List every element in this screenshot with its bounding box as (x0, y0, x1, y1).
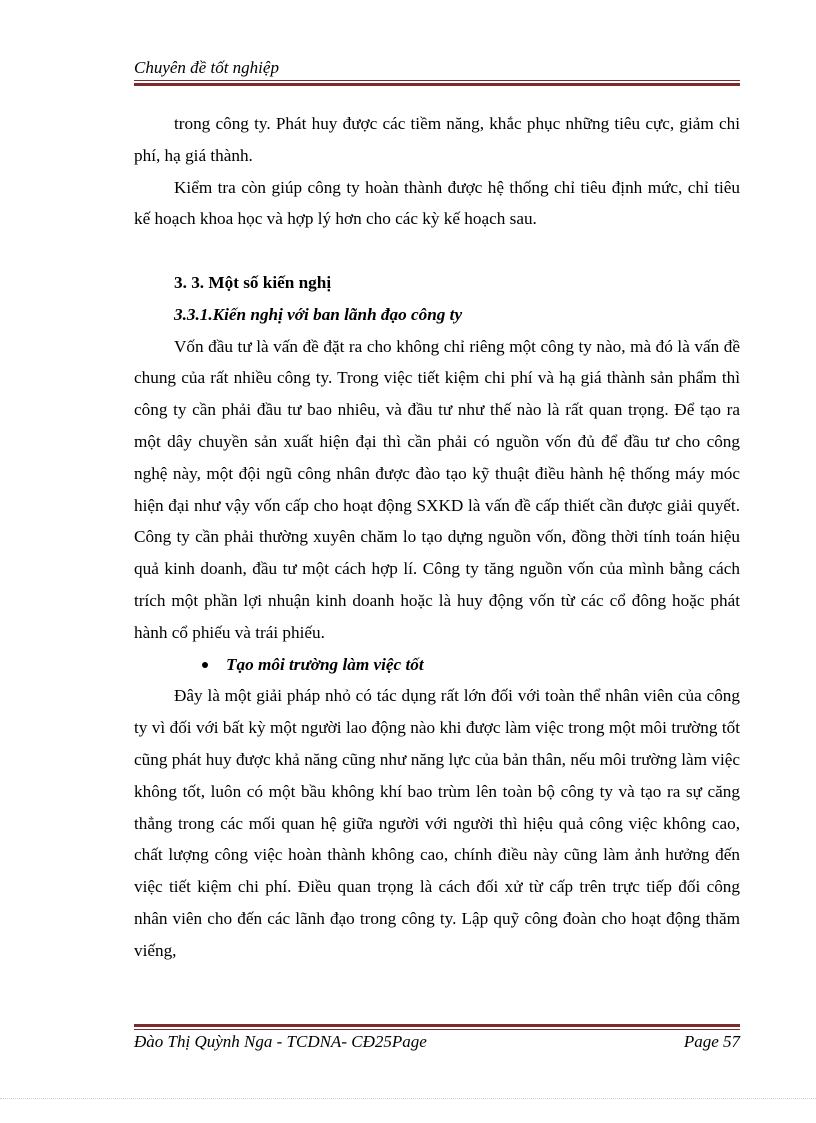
paragraph-4: Đây là một giải pháp nhỏ có tác dụng rất lớn đối với toàn thể nhân viên của công ty vì đối với bất kỳ một người lao động nào khi được làm việc trong một môi trường tốt cũng phát huy được khả năng cũng như năng lực của bản thân, nếu môi trường làm việc không tốt, luôn có một bầu không khí bao trùm lên toàn bộ công ty và tạo ra sự căng thẳng trong các mối quan hệ giữa người với người thì hiệu quả công việc không cao, chất lượng công việc hoàn thành không cao, chính điều này cũng làm ảnh hưởng đến việc tiết kiệm chi phí. Điều quan trọng là cách đối xử từ cấp trên trực tiếp đối công nhân viên cho đến các lãnh đạo trong công ty. Lập quỹ công đoàn cho hoạt động thăm viếng, (134, 686, 740, 960)
page-boundary (0, 1098, 816, 1099)
paragraph-1: trong công ty. Phát huy được các tiềm năng, khắc phục những tiêu cực, giảm chi phí, hạ giá thành. (134, 114, 740, 165)
bullet-item (134, 649, 740, 681)
heading-3-3-1: 3.3.1.Kiến nghị với ban lãnh đạo công ty (174, 304, 463, 324)
body-content (134, 108, 740, 967)
paragraph-3: Vốn đầu tư là vấn đề đặt ra cho không chỉ riêng một công ty nào, mà đó là vấn đề chung của rất nhiều công ty. Trong việc tiết kiệm chi phí và hạ giá thành sản phẩm thì công ty cần phải đầu tư bao nhiêu, và đầu tư như thế nào là rất quan trọng. Để tạo ra một dây chuyền sản xuất hiện đại thì cần phải có nguồn vốn đủ để đầu tư cho công nghệ này, một đội ngũ công nhân được đào tạo kỹ thuật điều hành hệ thống máy móc hiện đại như vậy vốn cấp cho hoạt động SXKD là vấn đề cấp thiết cần được giải quyết. Công ty cần phải thường xuyên chăm lo tạo dựng nguồn vốn, đồng thời tính toán hiệu quả kinh doanh, đầu tư một cách hợp lí. Công ty tăng nguồn vốn của mình bằng cách trích một phần lợi nhuận kinh doanh hoặc là huy động vốn từ các cổ đông hoặc phát hành cổ phiếu và trái phiếu. (134, 336, 740, 642)
bullet-icon (202, 662, 208, 668)
heading-3-3: 3. 3. Một số kiến nghị (174, 272, 332, 292)
header-rule (134, 80, 740, 86)
bullet-text: Tạo môi trường làm việc tốt (226, 654, 424, 674)
header-title: Chuyên đề tốt nghiệp (134, 58, 279, 77)
footer-rule (134, 1024, 740, 1030)
footer-author: Đào Thị Quỳnh Nga - TCDNA- CĐ25Page (134, 1032, 427, 1051)
footer-page-number: Page 57 (683, 1032, 740, 1051)
paragraph-2: Kiểm tra còn giúp công ty hoàn thành được hệ thống chỉ tiêu định mức, chỉ tiêu kế hoạch khoa học và hợp lý hơn cho các kỳ kế hoạch sau. (134, 177, 740, 229)
